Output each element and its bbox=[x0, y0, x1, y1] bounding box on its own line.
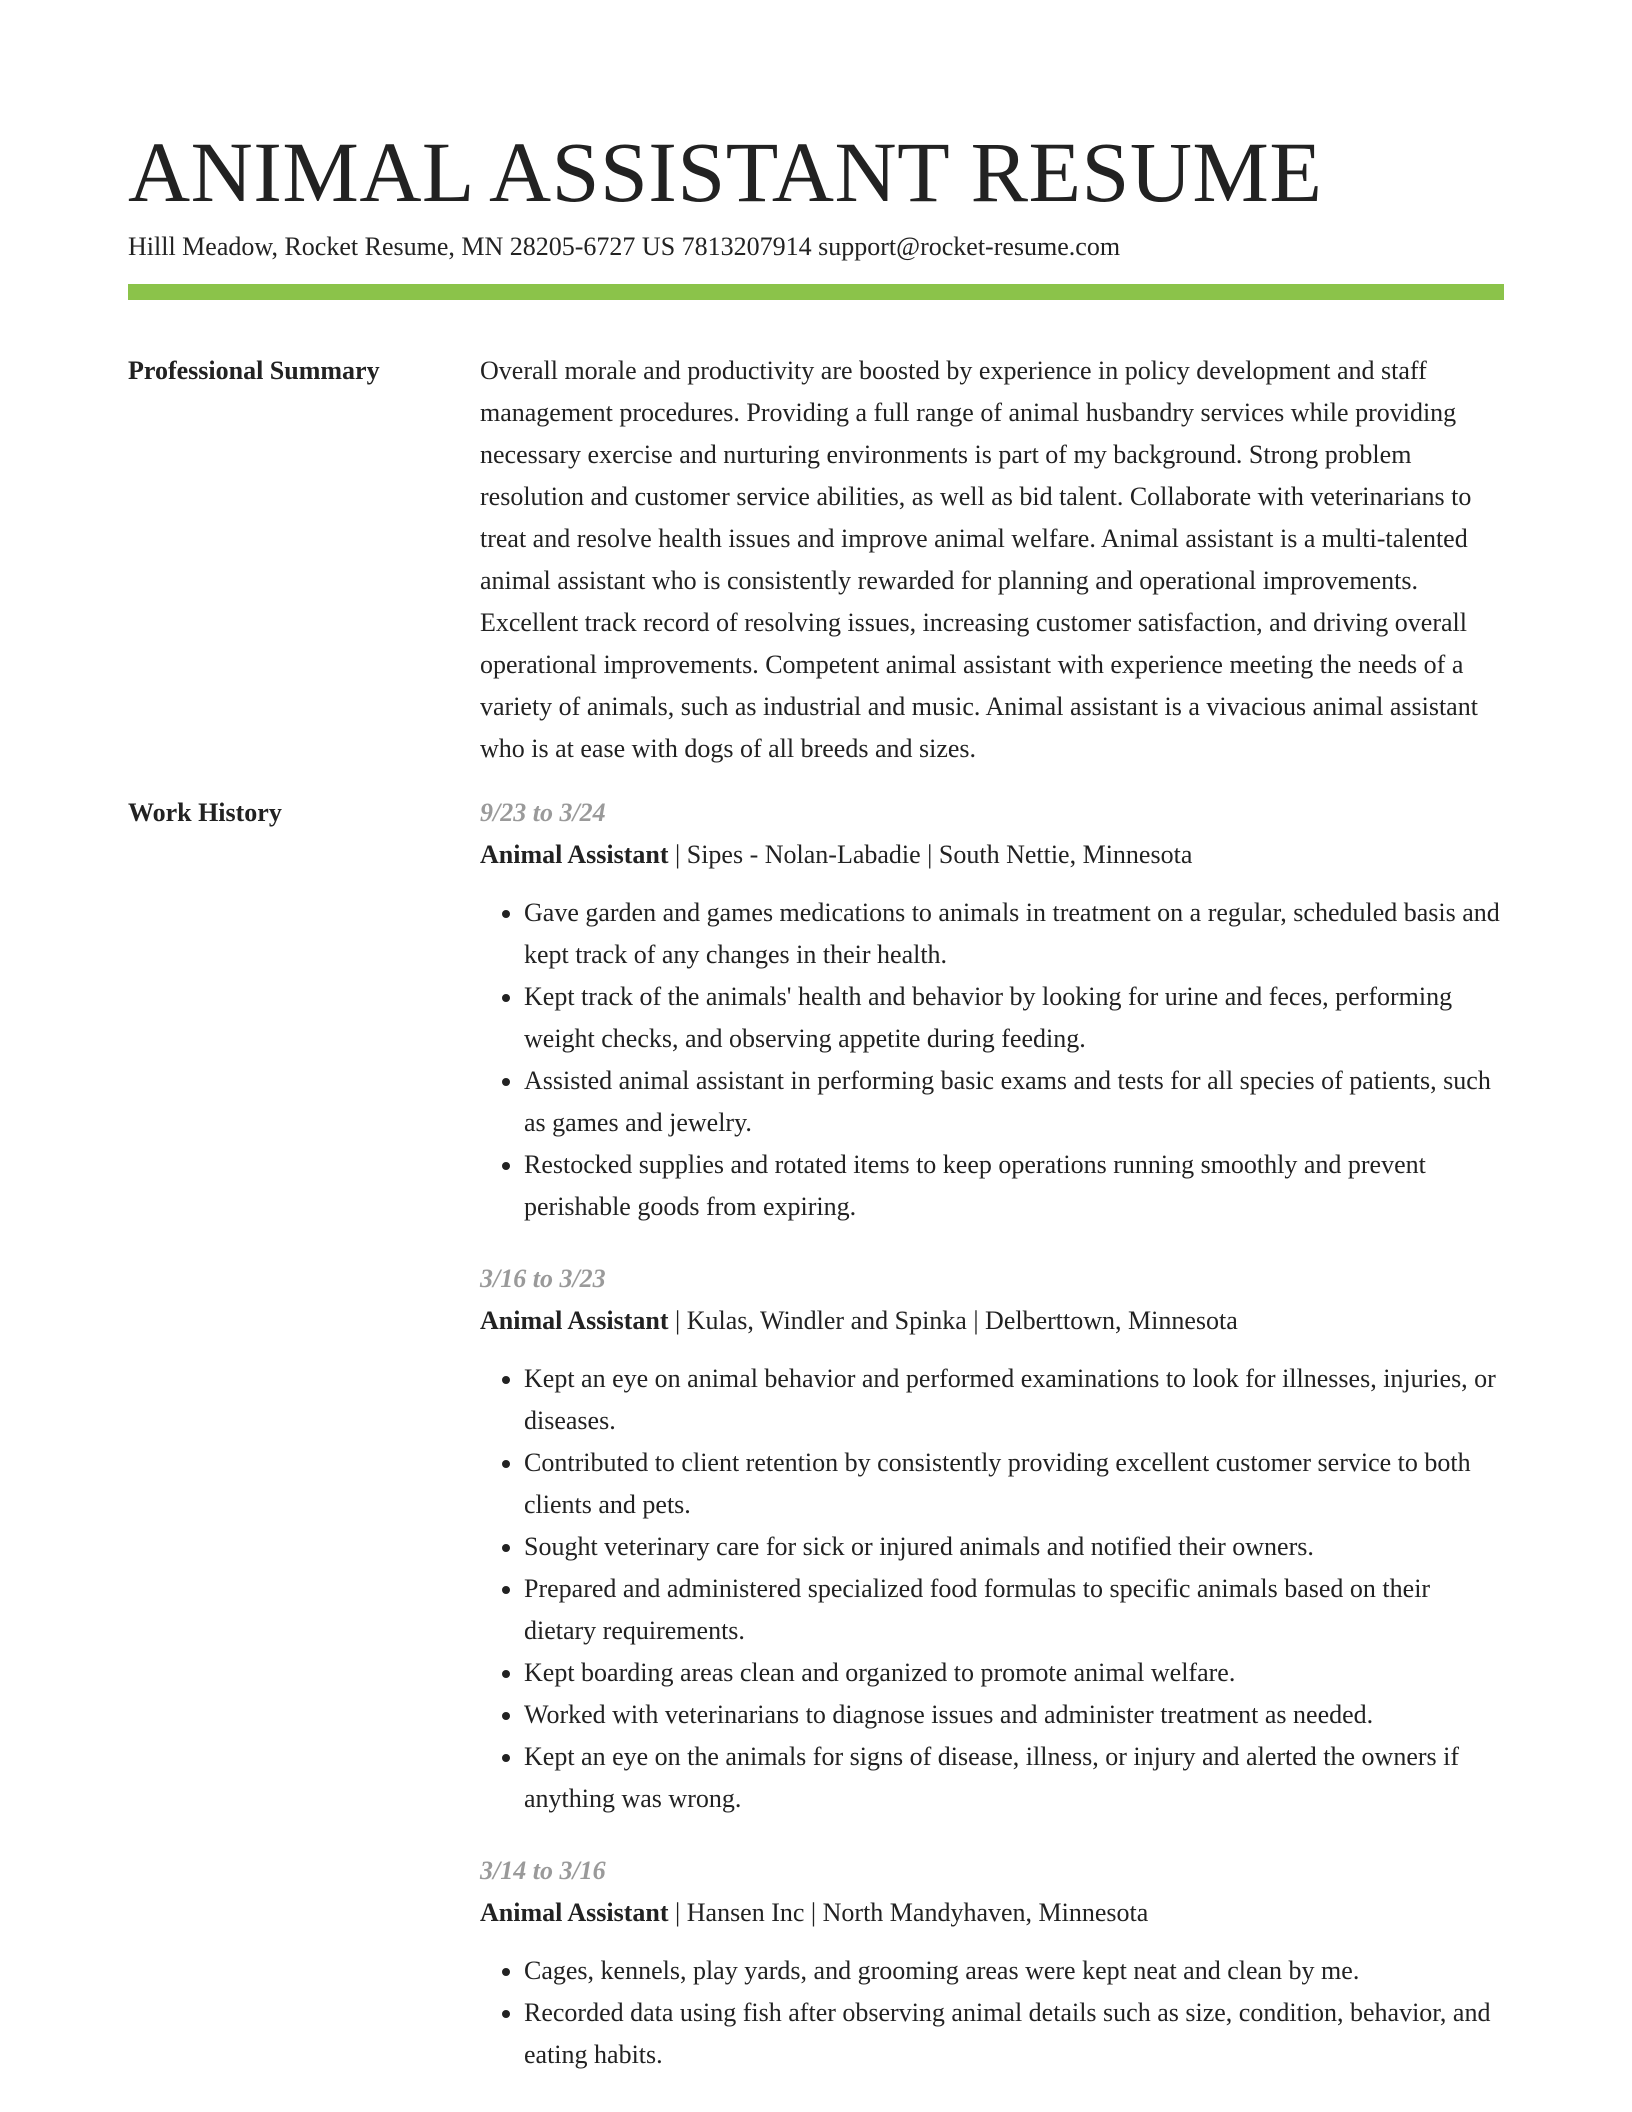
work-history-body bbox=[480, 792, 1504, 2106]
job-bullet: • Gave garden and games medications to animals in treatment on a regular, scheduled basis and kept track of any changes in their health. bbox=[524, 892, 1504, 976]
job-bullet: • Kept track of the animals' health and behavior by looking for urine and feces, performing weight checks, and observing appetite during feeding. bbox=[524, 976, 1504, 1060]
summary-text: Overall morale and productivity are boosted by experience in policy development and staff management procedures. Providing a full range of animal husbandry services while providing necessary exercise and nurturing environments is part of my background. Strong problem resolution and customer service abilities, as well as bid talent. Collaborate with veterinarians to treat and resolve health issues and improve animal welfare. Animal assistant is a multi-talented animal assistant who is consistently rewarded for planning and operational improvements. Excellent track record of resolving issues, increasing customer satisfaction, and driving overall operational improvements. Competent animal assistant with experience meeting the needs of a variety of animals, such as industrial and music. Animal assistant is a vivacious animal assistant who is at ease with dogs of all breeds and sizes. bbox=[480, 356, 1478, 763]
contact-line: Hilll Meadow, Rocket Resume, MN 28205-6727 US 7813207914 support@rocket-resume.com bbox=[128, 232, 1121, 261]
job-bullet: • Prepared and administered specialized food formulas to specific animals based on their dietary requirements. bbox=[524, 1568, 1504, 1652]
job-bullet: • Worked with veterinarians to diagnose issues and administer treatment as needed. bbox=[524, 1694, 1504, 1736]
resume-title: ANIMAL ASSISTANT RESUME bbox=[128, 124, 1323, 220]
job-bullet: • Contributed to client retention by consistently providing excellent customer service to both clients and pets. bbox=[524, 1442, 1504, 1526]
job-title: Animal Assistant bbox=[480, 1306, 669, 1335]
job-bullet-list bbox=[480, 1358, 1504, 1820]
job-bullet: • Assisted animal assistant in performing basic exams and tests for all species of patients, such as games and jewelry. bbox=[524, 1060, 1504, 1144]
summary-body bbox=[480, 350, 1504, 770]
job-bullet: • Recorded data using fish after observing animal details such as size, condition, behavior, and eating habits. bbox=[524, 1992, 1504, 2076]
job-bullet: • Cages, kennels, play yards, and grooming areas were kept neat and clean by me. bbox=[524, 1950, 1504, 1992]
job-title-line bbox=[480, 1892, 1504, 1934]
job-bullet: • Sought veterinary care for sick or injured animals and notified their owners. bbox=[524, 1526, 1504, 1568]
job-bullet: • Kept an eye on the animals for signs of disease, illness, or injury and alerted the owners if anything was wrong. bbox=[524, 1736, 1504, 1820]
job-entry bbox=[480, 792, 1504, 1228]
job-title-line bbox=[480, 834, 1504, 876]
job-title: Animal Assistant bbox=[480, 1898, 669, 1927]
job-bullet: • Kept boarding areas clean and organized to promote animal welfare. bbox=[524, 1652, 1504, 1694]
professional-summary-section bbox=[128, 350, 1504, 770]
job-entry bbox=[480, 1850, 1504, 2076]
job-bullet-list bbox=[480, 892, 1504, 1228]
section-label-work-history: Work History bbox=[128, 798, 282, 827]
job-details: | Kulas, Windler and Spinka | Delberttown, Minnesota bbox=[668, 1306, 1238, 1335]
job-bullet: • Kept an eye on animal behavior and performed examinations to look for illnesses, injuries, or diseases. bbox=[524, 1358, 1504, 1442]
job-details: | Hansen Inc | North Mandyhaven, Minnesota bbox=[668, 1898, 1149, 1927]
job-title: Animal Assistant bbox=[480, 840, 669, 869]
job-title-line bbox=[480, 1300, 1504, 1342]
resume-page bbox=[128, 0, 1504, 2106]
accent-divider bbox=[128, 284, 1504, 300]
work-history-section bbox=[128, 792, 1504, 2106]
job-entry bbox=[480, 1258, 1504, 1820]
job-details: | Sipes - Nolan-Labadie | South Nettie, Minnesota bbox=[668, 840, 1193, 869]
job-dates: 9/23 to 3/24 bbox=[480, 798, 606, 827]
job-bullet: • Restocked supplies and rotated items to keep operations running smoothly and prevent perishable goods from expiring. bbox=[524, 1144, 1504, 1228]
job-bullet-list bbox=[480, 1950, 1504, 2076]
job-dates: 3/16 to 3/23 bbox=[480, 1264, 606, 1293]
section-label-summary: Professional Summary bbox=[128, 356, 380, 385]
job-dates: 3/14 to 3/16 bbox=[480, 1856, 606, 1885]
